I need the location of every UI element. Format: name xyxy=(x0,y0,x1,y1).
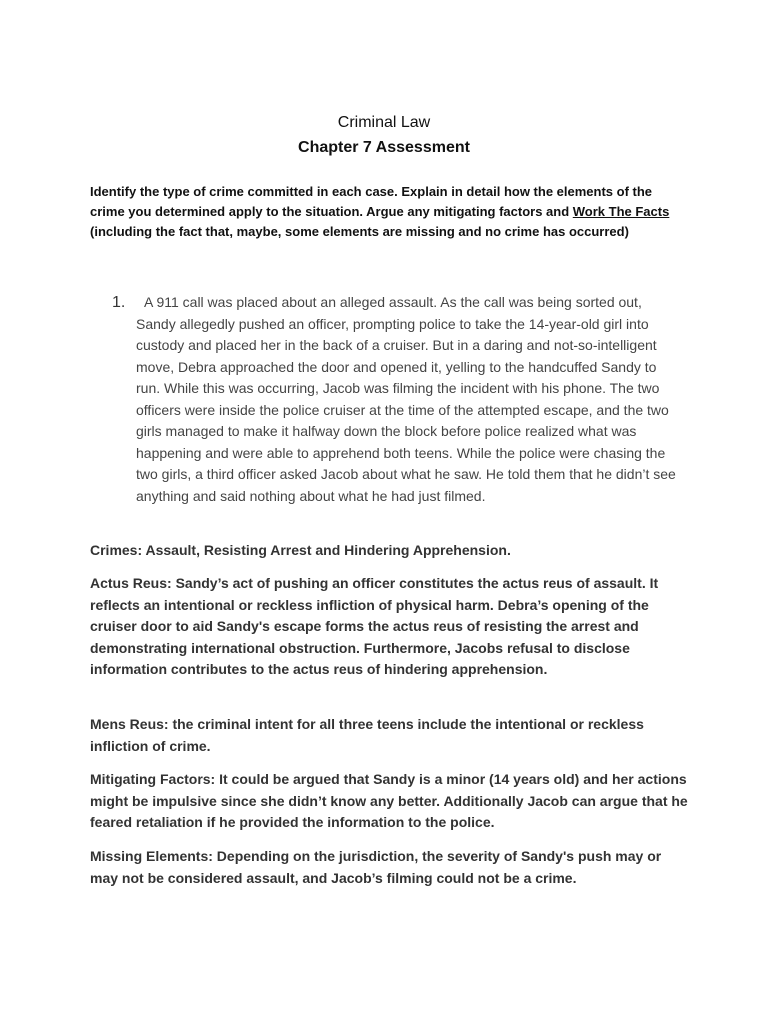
answer-mitigating-factors: Mitigating Factors: It could be argued that Sandy is a minor (14 years old) and her actions might be impulsive since she didn’t know any better. Additionally Jacob can argue that he feared retaliation if he provided the information to the police. xyxy=(90,771,688,830)
document-title: Criminal Law xyxy=(337,114,431,131)
question-number: 1. xyxy=(112,294,126,311)
document-subtitle: Chapter 7 Assessment xyxy=(298,139,470,156)
answer-actus-reus: Actus Reus: Sandy’s act of pushing an officer constitutes the actus reus of assault. It reflects an intentional or reckless infliction of physical harm. Debra’s opening of the cruiser door to aid Sandy's escape forms the actus reus of resisting the arrest and demonstrating international obstruction. Furthermore, Jacobs refusal to disclose information contributes to the actus reus of hindering apprehension. xyxy=(90,575,659,677)
answer-mens-reus: Mens Reus: the criminal intent for all three teens include the intentional or reckless infliction of crime. xyxy=(90,716,644,754)
instructions-text-end: (including the fact that, maybe, some elements are missing and no crime has occurred) xyxy=(90,224,629,239)
work-the-facts-underlined: Work The Facts xyxy=(572,204,670,219)
answer-crimes: Crimes: Assault, Resisting Arrest and Hindering Apprehension. xyxy=(90,542,511,558)
question-text: A 911 call was placed about an alleged assault. As the call was being sorted out, Sandy allegedly pushed an officer, prompting police to take the 14-year-old girl into custody and placed her in the back of a cruiser. But in a daring and not-so-intelligent move, Debra approached the door and opened it, yelling to the handcuffed Sandy to run. While this was occurring, Jacob was filming the incident with his phone. The two officers were inside the police cruiser at the time of the attempted escape, and the two girls managed to make it halfway down the block before police realized what was happening and were able to apprehend both teens. While the police were chasing the two girls, a third officer asked Jacob about what he saw. He told them that he didn’t see anything and said nothing about what he had just filmed. xyxy=(136,294,676,504)
instructions-paragraph xyxy=(90,182,680,242)
instructions-text-start: Identify the type of crime committed in each case. Explain in detail how the elements of the crime you determined apply to the situation. Argue any mitigating factors and xyxy=(90,184,653,219)
answer-missing-elements: Missing Elements: Depending on the jurisdiction, the severity of Sandy's push may or may not be considered assault, and Jacob’s filming could not be a crime. xyxy=(90,848,662,886)
